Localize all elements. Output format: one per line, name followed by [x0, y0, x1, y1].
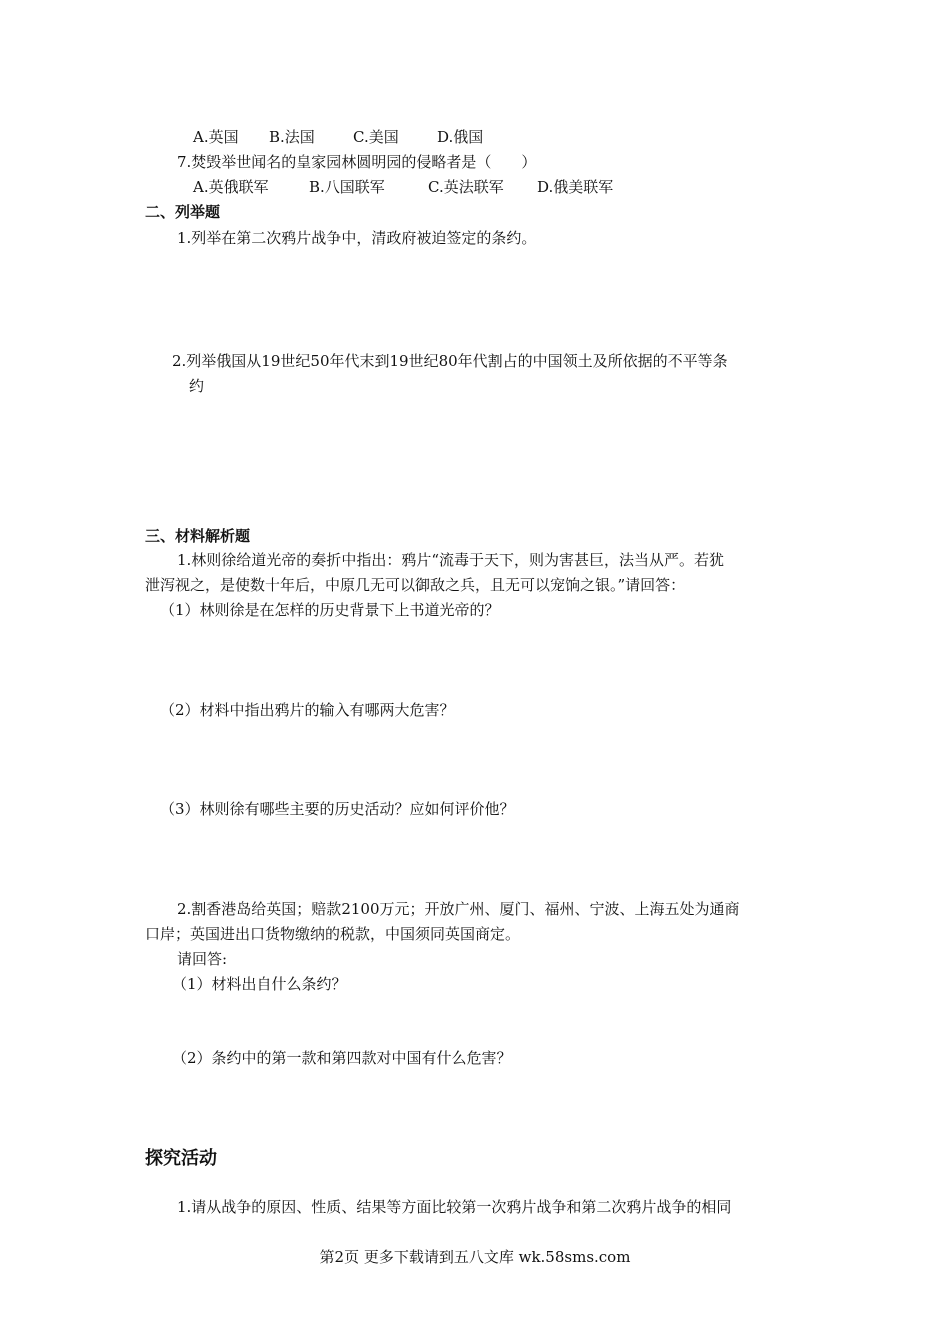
q7-option-c: C.英法联军: [428, 178, 504, 196]
material2-line1: 2.割香港岛给英国；赔款2100万元；开放广州、厦门、福州、宁波、上海五处为通商: [177, 900, 740, 918]
material2-line2: 口岸；英国进出口货物缴纳的税款，中国须同英国商定。: [145, 925, 521, 943]
material1-question2: （2）材料中指出鸦片的输入有哪两大危害？: [160, 701, 455, 719]
section3-title: 三、材料解析题: [145, 527, 251, 545]
q7-option-d: D.俄美联军: [537, 178, 614, 196]
section2-title: 二、列举题: [145, 203, 221, 221]
q7-options: [193, 178, 613, 196]
material1-question1: （1）林则徐是在怎样的历史背景下上书道光帝的？: [160, 601, 500, 619]
q6-option-d: D.俄国: [437, 128, 484, 146]
section2-q1: 1.列举在第二次鸦片战争中，清政府被迫签定的条约。: [177, 229, 537, 247]
section2-q2-line1: 2.列举俄国从19世纪50年代末到19世纪80年代割占的中国领土及所依据的不平等条: [172, 352, 728, 370]
q7-option-a: A.英俄联军: [193, 178, 269, 196]
material1-question3: （3）林则徐有哪些主要的历史活动？应如何评价他？: [160, 800, 515, 818]
q7-stem: 7.焚毁举世闻名的皇家园林圆明园的侵略者是（ ）: [177, 153, 537, 171]
q7-option-b: B.八国联军: [309, 178, 385, 196]
q6-option-a: A.英国: [193, 128, 239, 146]
material2-question1: （1）材料出自什么条约？: [172, 975, 347, 993]
material1-line1: 1.林则徐给道光帝的奏折中指出：鸦片“流毒于天下，则为害甚巨，法当从严。若犹: [177, 551, 724, 569]
q6-option-c: C.美国: [353, 128, 399, 146]
section4-q1: 1.请从战争的原因、性质、结果等方面比较第一次鸦片战争和第二次鸦片战争的相同: [177, 1198, 732, 1216]
section4-title: 探究活动: [145, 1148, 217, 1169]
section2-q2-line2: 约: [189, 377, 205, 395]
q6-option-b: B.法国: [269, 128, 315, 146]
material1-line2: 泄泻视之，是使数十年后，中原几无可以御敌之兵，且无可以宠饷之银。”请回答：: [145, 576, 686, 594]
material2-prompt: 请回答:: [177, 950, 228, 968]
q6-options: [193, 128, 483, 146]
page-footer: 第2页 更多下载请到五八文库 wk.58sms.com: [319, 1248, 631, 1266]
material2-question2: （2）条约中的第一款和第四款对中国有什么危害？: [172, 1049, 512, 1067]
